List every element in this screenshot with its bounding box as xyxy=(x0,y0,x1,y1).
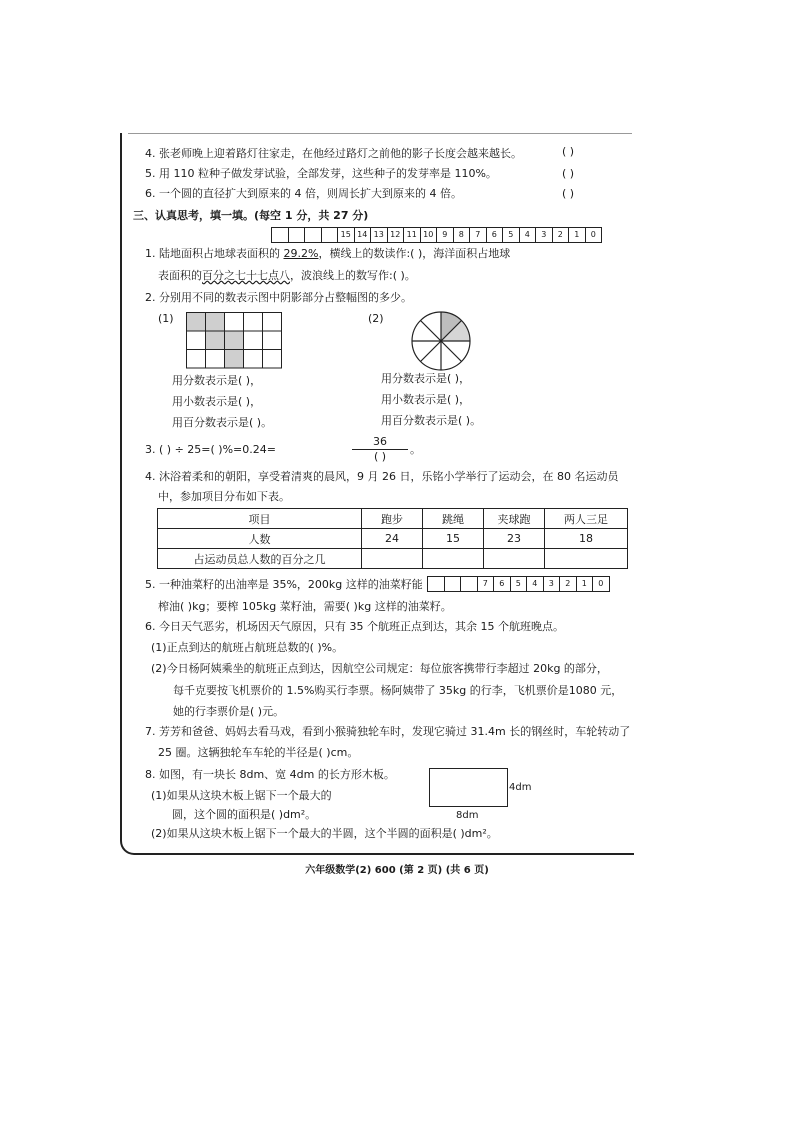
score-cell: 5 xyxy=(503,228,520,242)
score-cell xyxy=(272,228,289,242)
table-cell: 人数 xyxy=(158,529,362,549)
q2-title: 2. 分别用不同的数表示图中阴影部分占整幅图的多少。 xyxy=(145,291,412,304)
score-cell: 6 xyxy=(487,228,504,242)
answer-cell[interactable] xyxy=(423,549,484,569)
score-cell: 7 xyxy=(478,577,495,591)
q2-part2-label: (2) xyxy=(368,312,384,325)
score-cell: 4 xyxy=(527,577,544,591)
q6-sub1: (1)正点到达的航班占航班总数的( )%。 xyxy=(151,641,344,654)
table-cell: 23 xyxy=(484,529,545,549)
judge-q5: 5. 用 110 粒种子做发芽试验，全部发芽，这些种子的发芽率是 110%。 xyxy=(145,167,497,180)
page-footer: 六年级数学(2) 600 (第 2 页) (共 6 页) xyxy=(305,865,489,876)
shaded-cell xyxy=(225,331,244,350)
score-cell xyxy=(322,228,339,242)
q1-line2 xyxy=(158,269,416,283)
table-cell: 夹球跑 xyxy=(484,509,545,529)
q1-text-b2: ，波浪线上的数写作:( )。 xyxy=(290,269,416,282)
shaded-cell xyxy=(206,313,225,332)
shaded-grid-figure xyxy=(186,312,282,369)
score-cell: 15 xyxy=(338,228,355,242)
q2-percent2: 用百分数表示是( )。 xyxy=(381,414,482,427)
q1-wavy-text: 百分之七十七点八 xyxy=(202,269,290,282)
table-cell: 两人三足 xyxy=(545,509,628,529)
score-cell: 14 xyxy=(355,228,372,242)
q3-end: 。 xyxy=(410,443,421,456)
q3-fraction xyxy=(352,435,408,464)
score-cell xyxy=(305,228,322,242)
score-cell: 13 xyxy=(371,228,388,242)
q6-sub2-line1: (2)今日杨阿姨乘坐的航班正点到达，因航空公司规定：每位旅客携带行李超过 20kg 的部分， xyxy=(151,662,608,675)
score-cell: 1 xyxy=(569,228,586,242)
q2-decimal1: 用小数表示是( )， xyxy=(172,395,262,408)
score-cell xyxy=(428,577,445,591)
judge-q6-answer[interactable]: ( ) xyxy=(562,187,575,200)
answer-cell[interactable] xyxy=(545,549,628,569)
score-cell: 10 xyxy=(421,228,438,242)
judge-q4-answer[interactable]: ( ) xyxy=(562,145,575,158)
q1-line1 xyxy=(145,247,510,261)
judge-q5-answer[interactable]: ( ) xyxy=(562,167,575,180)
score-cell: 7 xyxy=(470,228,487,242)
table-row xyxy=(158,549,628,569)
table-cell: 24 xyxy=(362,529,423,549)
shaded-cell xyxy=(187,313,206,332)
q4-line1: 4. 沐浴着柔和的朝阳，享受着清爽的晨风，9 月 26 日，乐铭小学举行了运动会，在 80 名运动员 xyxy=(145,470,619,483)
score-cell xyxy=(461,577,478,591)
score-cell: 3 xyxy=(536,228,553,242)
q1-text-a: 1. 陆地面积占地球表面积的 xyxy=(145,247,284,260)
shaded-circle-figure xyxy=(410,310,472,372)
table-cell: 跑步 xyxy=(362,509,423,529)
score-cell: 1 xyxy=(577,577,594,591)
table-header-row xyxy=(158,509,628,529)
table-cell: 18 xyxy=(545,529,628,549)
table-cell: 占运动员总人数的百分之几 xyxy=(158,549,362,569)
score-cell: 3 xyxy=(544,577,561,591)
board-width-label: 4dm xyxy=(509,782,532,793)
score-cell: 2 xyxy=(553,228,570,242)
shaded-cell xyxy=(206,331,225,350)
answer-cell[interactable] xyxy=(362,549,423,569)
score-cell xyxy=(289,228,306,242)
score-cell: 11 xyxy=(404,228,421,242)
q5-score-grid xyxy=(427,576,610,592)
q2-decimal2: 用小数表示是( )， xyxy=(381,393,471,406)
q6-sub2-line3: 她的行李票价是( )元。 xyxy=(173,705,285,718)
q2-part1-label: (1) xyxy=(158,312,174,325)
judge-q4: 4. 张老师晚上迎着路灯往家走，在他经过路灯之前他的影子长度会越来越长。 xyxy=(145,147,522,160)
q5-line1: 5. 一种油菜籽的出油率是 35%，200kg 这样的油菜籽能 xyxy=(145,578,423,591)
score-cell: 0 xyxy=(598,579,604,588)
q7-line2: 25 圈。这辆独轮车车轮的半径是( )cm。 xyxy=(158,746,359,759)
score-cell xyxy=(445,577,462,591)
table-cell: 15 xyxy=(423,529,484,549)
distribution-table xyxy=(157,508,628,569)
table-cell: 跳绳 xyxy=(423,509,484,529)
score-cell: 9 xyxy=(437,228,454,242)
section3-title: 三、认真思考，填一填。(每空 1 分，共 27 分) xyxy=(133,209,369,222)
score-cell: 6 xyxy=(494,577,511,591)
q5-line2: 榨油( )kg；要榨 105kg 菜籽油，需要( )kg 这样的油菜籽。 xyxy=(158,600,452,613)
q2-fraction1: 用分数表示是( )， xyxy=(172,374,262,387)
q4-line2: 中，参加项目分布如下表。 xyxy=(158,490,290,503)
q8-sub1-line2: 圆，这个圆的面积是( )dm²。 xyxy=(172,808,317,821)
score-cell: 8 xyxy=(454,228,471,242)
q8-sub1-line1: (1)如果从这块木板上锯下一个最大的 xyxy=(151,789,332,802)
q3-expression: 3. ( ) ÷ 25=( )%=0.24= xyxy=(145,443,276,456)
q2-percent1: 用百分数表示是( )。 xyxy=(172,416,273,429)
section3-score-grid xyxy=(271,227,602,243)
rectangle-board-figure xyxy=(429,768,508,807)
table-cell: 项目 xyxy=(158,509,362,529)
score-cell: 0 xyxy=(590,230,596,239)
score-cell: 4 xyxy=(520,228,537,242)
q1-text-a2: ，横线上的数读作:( )，海洋面积占地球 xyxy=(318,247,511,260)
score-cell: 2 xyxy=(560,577,577,591)
q3-numerator: 36 xyxy=(352,435,408,450)
answer-cell[interactable] xyxy=(484,549,545,569)
q8-sub2: (2)如果从这块木板上锯下一个最大的半圆，这个半圆的面积是( )dm²。 xyxy=(151,827,498,840)
score-cell: 12 xyxy=(388,228,405,242)
q7-line1: 7. 芳芳和爸爸、妈妈去看马戏，看到小猴骑独轮车时，发现它骑过 31.4m 长的钢丝时，车轮转动了 xyxy=(145,725,631,738)
q2-fraction2: 用分数表示是( )， xyxy=(381,372,471,385)
judge-q6: 6. 一个圆的直径扩大到原来的 4 倍，则周长扩大到原来的 4 倍。 xyxy=(145,187,462,200)
q6-line1: 6. 今日天气恶劣，机场因天气原因，只有 35 个航班正点到达，其余 15 个航班晚点。 xyxy=(145,620,564,633)
shaded-cell xyxy=(225,350,244,369)
score-cell: 5 xyxy=(511,577,528,591)
q8-line1: 8. 如图，有一块长 8dm、宽 4dm 的长方形木板。 xyxy=(145,768,395,781)
q1-text-b: 表面积的 xyxy=(158,269,202,282)
board-length-label: 8dm xyxy=(456,810,479,821)
q1-underlined-number: 29.2% xyxy=(283,247,319,260)
q3-denominator: ( ) xyxy=(373,450,387,463)
q6-sub2-line2: 每千克要按飞机票价的 1.5%购买行李票。杨阿姨带了 35kg 的行李，飞机票价是1080 元， xyxy=(173,684,623,697)
table-row xyxy=(158,529,628,549)
